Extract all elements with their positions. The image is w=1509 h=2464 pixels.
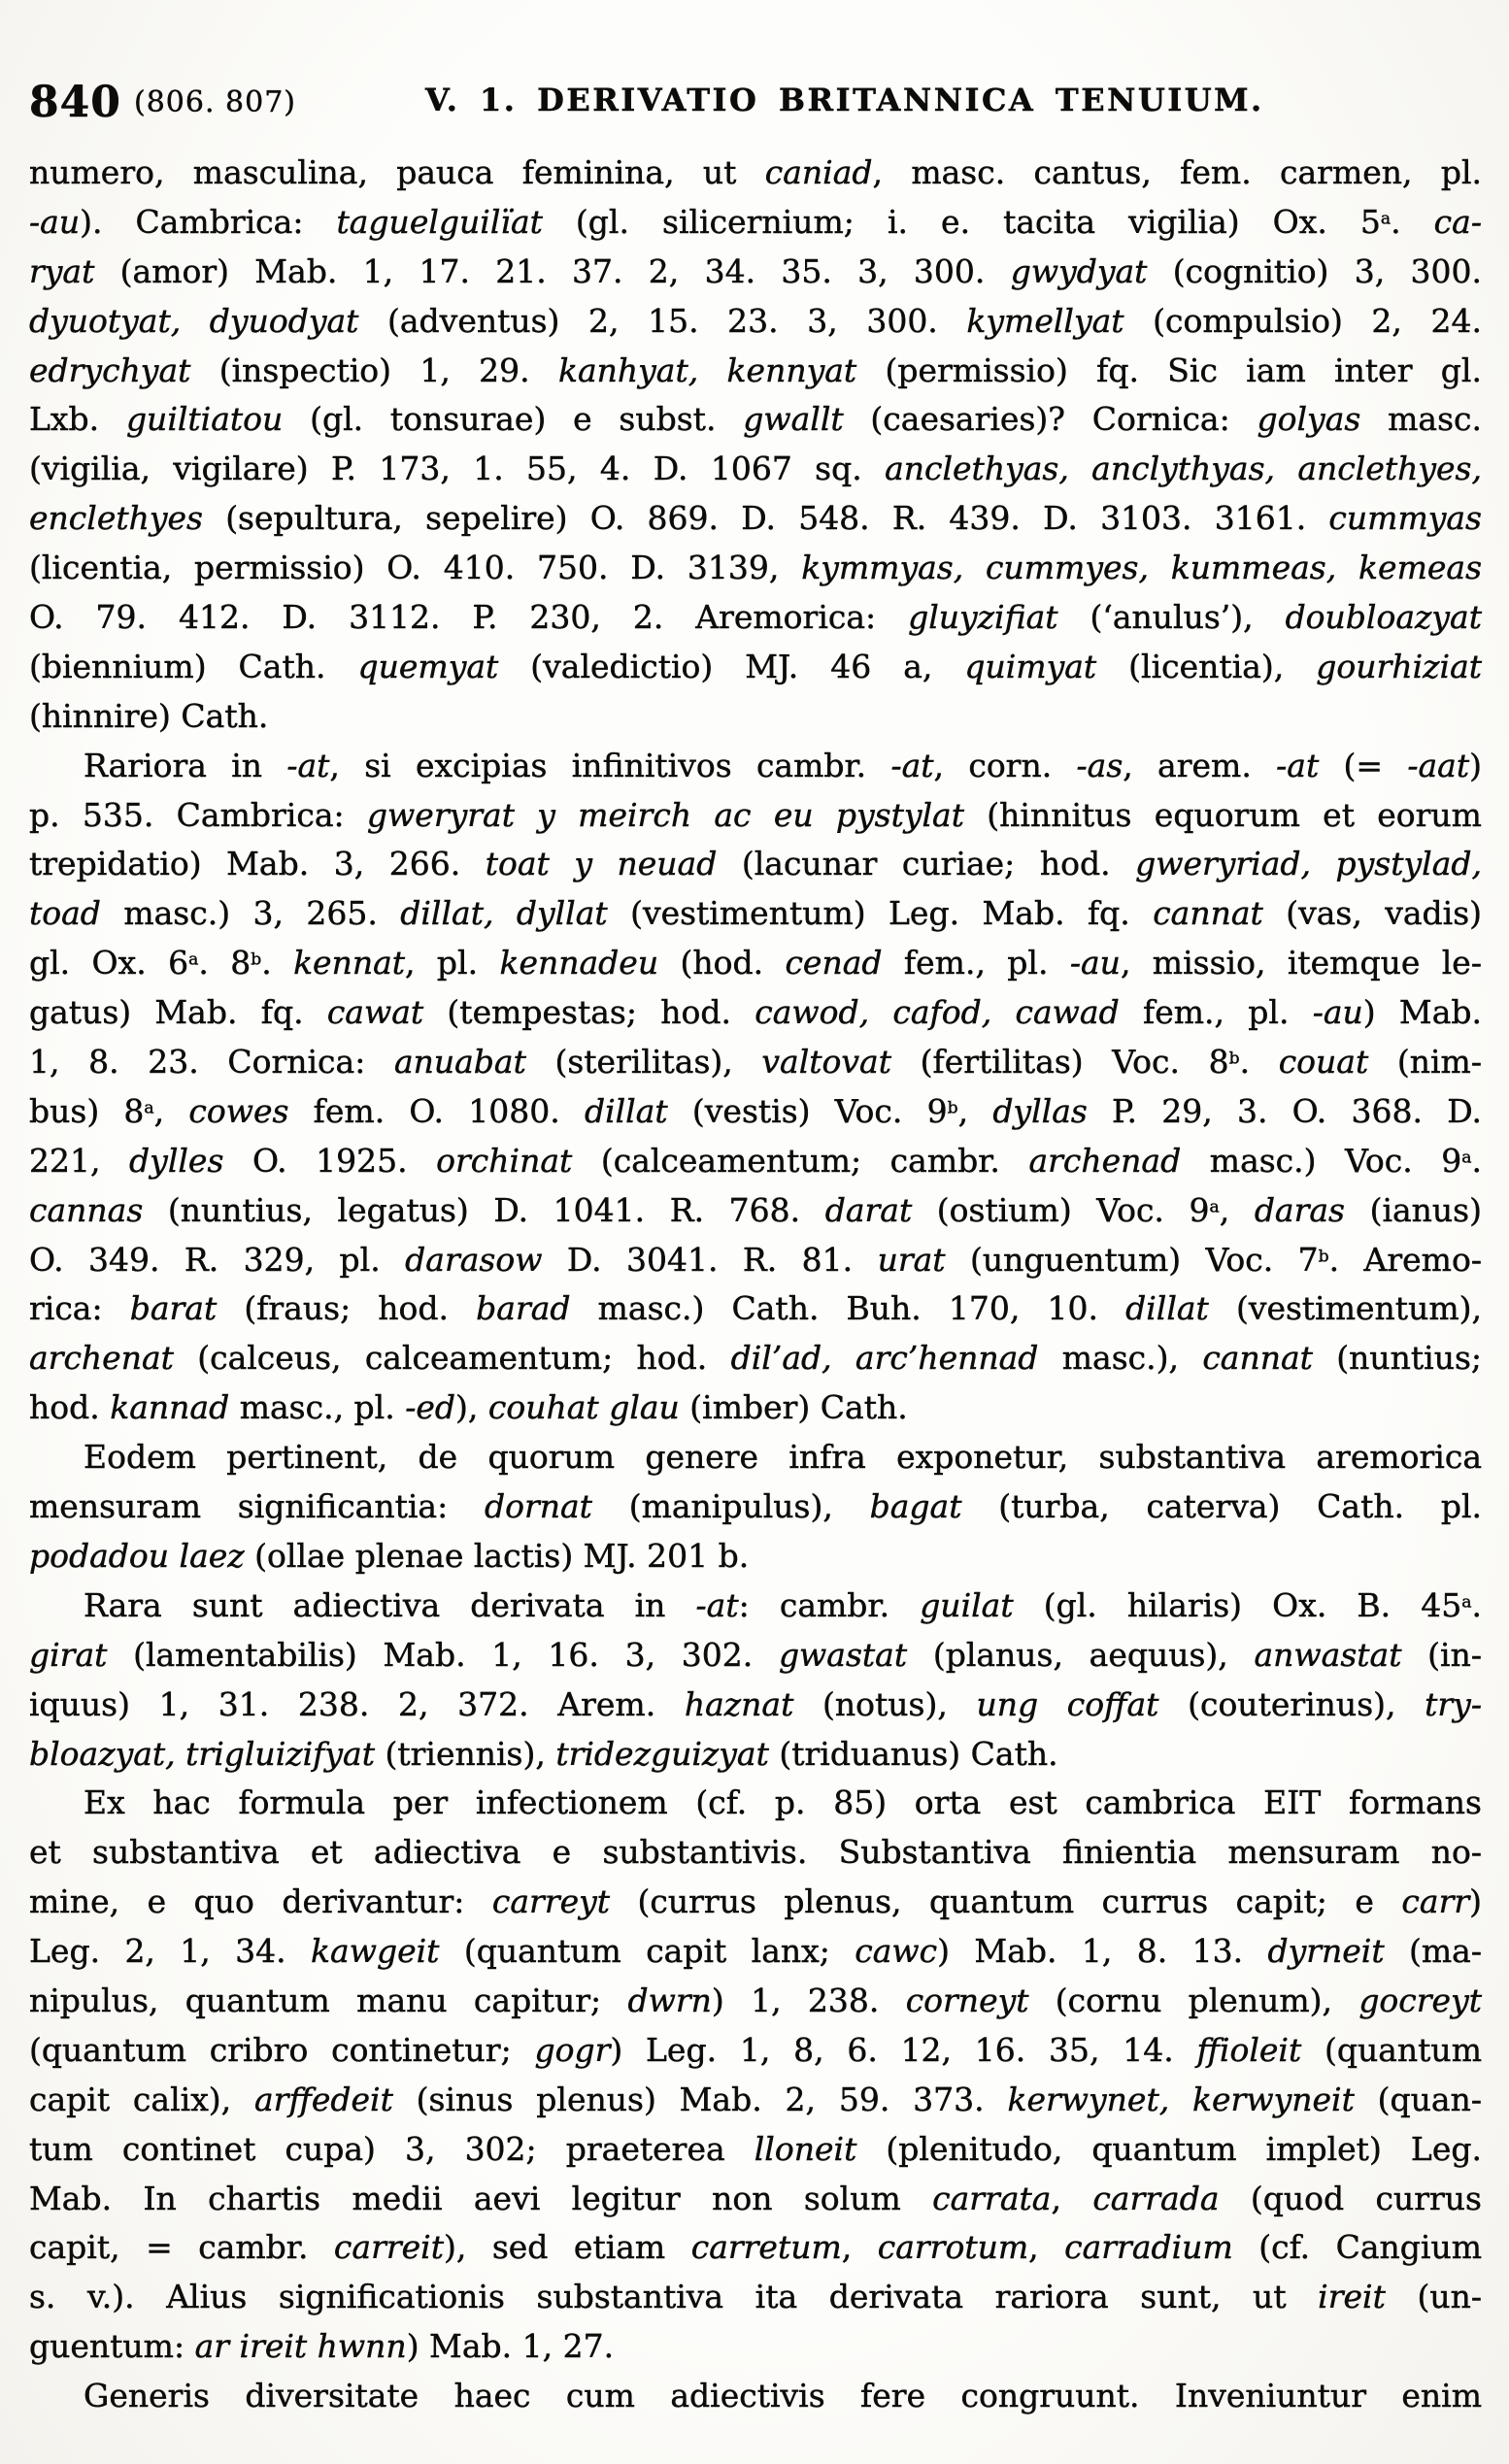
text-line: numero, masculina, pauca feminina, ut caniad, masc. cantus, fem. carmen, pl. [29, 153, 1482, 191]
text-line: gatus) Mab. fq. cawat (tempestas; hod. cawod, cafod, cawad fem., pl. -au) Mab. [29, 993, 1482, 1032]
text-line: trepidatio) Mab. 3, 266. toat y neuad (lacunar curiae; hod. gweryriad, pystylad, [29, 845, 1482, 883]
text-line: (licentia, permissio) O. 410. 750. D. 3139, kymmyas, cummyes, kummeas, kemeas [29, 549, 1482, 587]
text-line: mine, e quo derivantur: carreyt (currus plenus, quantum currus capit; e carr) [29, 1882, 1482, 1921]
text-line: capit, = cambr. carreit), sed etiam carretum, carrotum, carradium (cf. Cangium [29, 2228, 1482, 2267]
text-line: Generis diversitate haec cum adiectivis fere congruunt. Inveniuntur enim [84, 2377, 1482, 2415]
text-line: bus) 8$^a$, cowes fem. O. 1080. dillat (vestis) Voc. 9$^b$, dyllas P. 29, 3. O. 368. D. [29, 1091, 1482, 1130]
text-line: bloazyat, trigluizifyat (triennis), tridezguizyat (triduanus) Cath. [29, 1734, 1058, 1773]
text-line: O. 79. 412. D. 3112. P. 230, 2. Aremorica: gluyzifiat (‘anulus’), doubloazyat [29, 598, 1482, 637]
text-line: Eodem pertinent, de quorum genere infra exponetur, substantiva aremorica [84, 1438, 1482, 1477]
text-line: dyuotyat, dyuodyat (adventus) 2, 15. 23. 3, 300. kymellyat (compulsio) 2, 24. [29, 301, 1482, 340]
text-line: toad masc.) 3, 265. dillat, dyllat (vestimentum) Leg. Mab. fq. cannat (vas, vadis) [29, 894, 1483, 933]
text-line: nipulus, quantum manu capitur; dwrn) 1, 238. corneyt (cornu plenum), gocreyt [29, 1981, 1482, 2019]
text-line: ryat (amor) Mab. 1, 17. 21. 37. 2, 34. 35. 3, 300. gwydyat (cognitio) 3, 300. [29, 251, 1482, 290]
page-number: 840 [29, 78, 121, 127]
text-line: cannas (nuntius, legatus) D. 1041. R. 768. darat (ostium) Voc. 9$^a$, daras (ianus) [29, 1190, 1482, 1229]
running-title: V. 1. DERIVATIO BRITANNICA TENUIUM. [425, 82, 1264, 118]
text-line: podadou laez (ollae plenae lactis) MJ. 201 b. [29, 1536, 750, 1575]
text-line: Rariora in -at, si excipias infinitivos cambr. -at, corn. -as, arem. -at (= -aat) [84, 746, 1482, 784]
text-line: 1, 8. 23. Cornica: anuabat (sterilitas), valtovat (fertilitas) Voc. 8$^b$. couat (nim- [29, 1043, 1482, 1082]
text-line: Leg. 2, 1, 34. kawgeit (quantum capit lanx; cawc) Mab. 1, 8. 13. dyrneit (ma- [29, 1932, 1482, 1971]
page-body [29, 149, 1482, 2421]
text-line: Ex hac formula per infectionem (cf. p. 85) orta est cambrica EIT formans [84, 1783, 1482, 1822]
text-line: Lxb. guiltiatou (gl. tonsurae) e subst. gwallt (caesaries)? Cornica: golyas masc. [29, 400, 1482, 439]
text-line: capit calix), arffedeit (sinus plenus) Mab. 2, 59. 373. kerwynet, kerwyneit (quan- [29, 2080, 1482, 2118]
text-line: tum continet cupa) 3, 302; praeterea lloneit (plenitudo, quantum implet) Leg. [29, 2129, 1482, 2168]
text-line: hod. kannad masc., pl. -ed), couhat glau (imber) Cath. [29, 1388, 908, 1427]
text-line: (vigilia, vigilare) P. 173, 1. 55, 4. D. 1067 sq. anclethyas, anclythyas, anclethyes, [29, 450, 1482, 488]
text-line: et substantiva et adiectiva e substantivis. Substantiva finientia mensuram no- [29, 1833, 1482, 1872]
text-line: mensuram significantia: dornat (manipulus), bagat (turba, caterva) Cath. pl. [29, 1487, 1482, 1526]
text-line: p. 535. Cambrica: gweryrat y meirch ac eu pystylat (hinnitus equorum et eorum [29, 795, 1482, 834]
page-header [29, 78, 1480, 132]
text-line: enclethyes (sepultura, sepelire) O. 869. D. 548. R. 439. D. 3103. 3161. cummyas [29, 499, 1482, 538]
text-line: edrychyat (inspectio) 1, 29. kanhyat, kennyat (permissio) fq. Sic iam inter gl. [29, 350, 1482, 389]
text-line: Mab. In chartis medii aevi legitur non solum carrata, carrada (quod currus [29, 2179, 1482, 2217]
text-line: O. 349. R. 329, pl. darasow D. 3041. R. 81. urat (unguentum) Voc. 7$^b$. Aremo- [29, 1240, 1482, 1279]
text-line: guentum: ar ireit hwnn) Mab. 1, 27. [29, 2327, 615, 2366]
text-line: iquus) 1, 31. 238. 2, 372. Arem. haznat (notus), ung coffat (couterinus), try- [29, 1684, 1482, 1723]
text-line: (hinnire) Cath. [29, 696, 269, 735]
text-line: -au). Cambrica: taguelguilïat (gl. silicernium; i. e. tacita vigilia) Ox. 5$^a$. ca- [29, 202, 1482, 241]
text-line: s. v.). Alius significationis substantiva ita derivata rariora sunt, ut ireit (un- [29, 2278, 1482, 2316]
text-line: gl. Ox. 6$^a$. 8$^b$. kennat, pl. kennadeu (hod. cenad fem., pl. -au, missio, itemque le- [29, 944, 1482, 982]
text-line: archenat (calceus, calceamentum; hod. dil’ad, arc’hennad masc.), cannat (nuntius; [29, 1339, 1482, 1378]
page-reference: (806. 807) [134, 85, 297, 119]
text-line: rica: barat (fraus; hod. barad masc.) Cath. Buh. 170, 10. dillat (vestimentum), [29, 1289, 1482, 1328]
text-line: 221, dylles O. 1925. orchinat (calceamentum; cambr. archenad masc.) Voc. 9$^a$. [29, 1141, 1483, 1180]
text-line: girat (lamentabilis) Mab. 1, 16. 3, 302. gwastat (planus, aequus), anwastat (in- [29, 1635, 1482, 1674]
text-line: Rara sunt adiectiva derivata in -at: cambr. guilat (gl. hilaris) Ox. B. 45$^a$. [84, 1585, 1483, 1624]
text-line: (quantum cribro continetur; gogr) Leg. 1, 8, 6. 12, 16. 35, 14. ffioleit (quantum [29, 2030, 1482, 2069]
text-line: (biennium) Cath. quemyat (valedictio) MJ. 46 a, quimyat (licentia), gourhiziat [29, 647, 1483, 685]
